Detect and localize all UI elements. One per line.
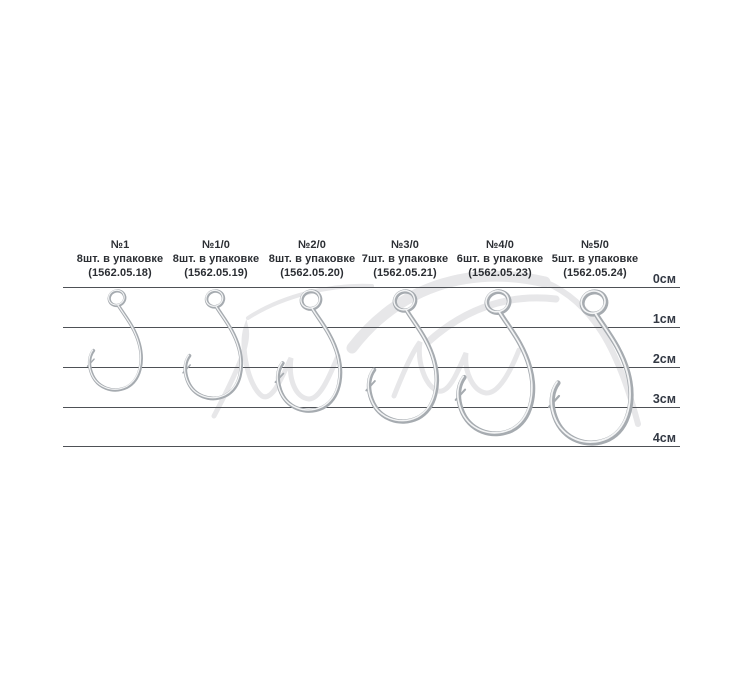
- pack-count-label: 8шт. в упаковке: [172, 253, 260, 265]
- sku-code-label: (1562.05.18): [88, 267, 152, 279]
- pack-count-label: 6шт. в упаковке: [456, 253, 544, 265]
- hook-icon-no1-0: [183, 288, 241, 399]
- hook-icon-no4-0: [456, 288, 533, 434]
- sku-code-label: (1562.05.24): [563, 267, 627, 279]
- pack-count-label: 8шт. в упаковке: [268, 253, 356, 265]
- hook-icon-no1: [88, 288, 142, 390]
- size-label: №2/0: [298, 239, 326, 251]
- ruler-label-0cm: 0см: [652, 272, 676, 286]
- size-label: №1/0: [202, 239, 230, 251]
- ruler-label-1cm: 1см: [652, 312, 676, 326]
- ruler-label-2cm: 2см: [652, 352, 676, 366]
- hook-icon-no2-0: [275, 288, 340, 411]
- sku-code-label: (1562.05.20): [280, 267, 344, 279]
- hook-icon-no3-0: [366, 288, 436, 422]
- hook-icon-no5-0: [549, 287, 631, 443]
- ruler-label-4cm: 4см: [652, 431, 676, 445]
- size-label: №4/0: [486, 239, 514, 251]
- size-label: №3/0: [391, 239, 419, 251]
- pack-count-label: 8шт. в упаковке: [76, 253, 164, 265]
- sku-code-label: (1562.05.21): [373, 267, 437, 279]
- pack-count-label: 5шт. в упаковке: [551, 253, 639, 265]
- size-label: №1: [110, 239, 130, 251]
- ruler-label-3cm: 3см: [652, 392, 676, 406]
- sku-code-label: (1562.05.23): [468, 267, 532, 279]
- sku-code-label: (1562.05.19): [184, 267, 248, 279]
- pack-count-label: 7шт. в упаковке: [361, 253, 449, 265]
- size-label: №5/0: [581, 239, 609, 251]
